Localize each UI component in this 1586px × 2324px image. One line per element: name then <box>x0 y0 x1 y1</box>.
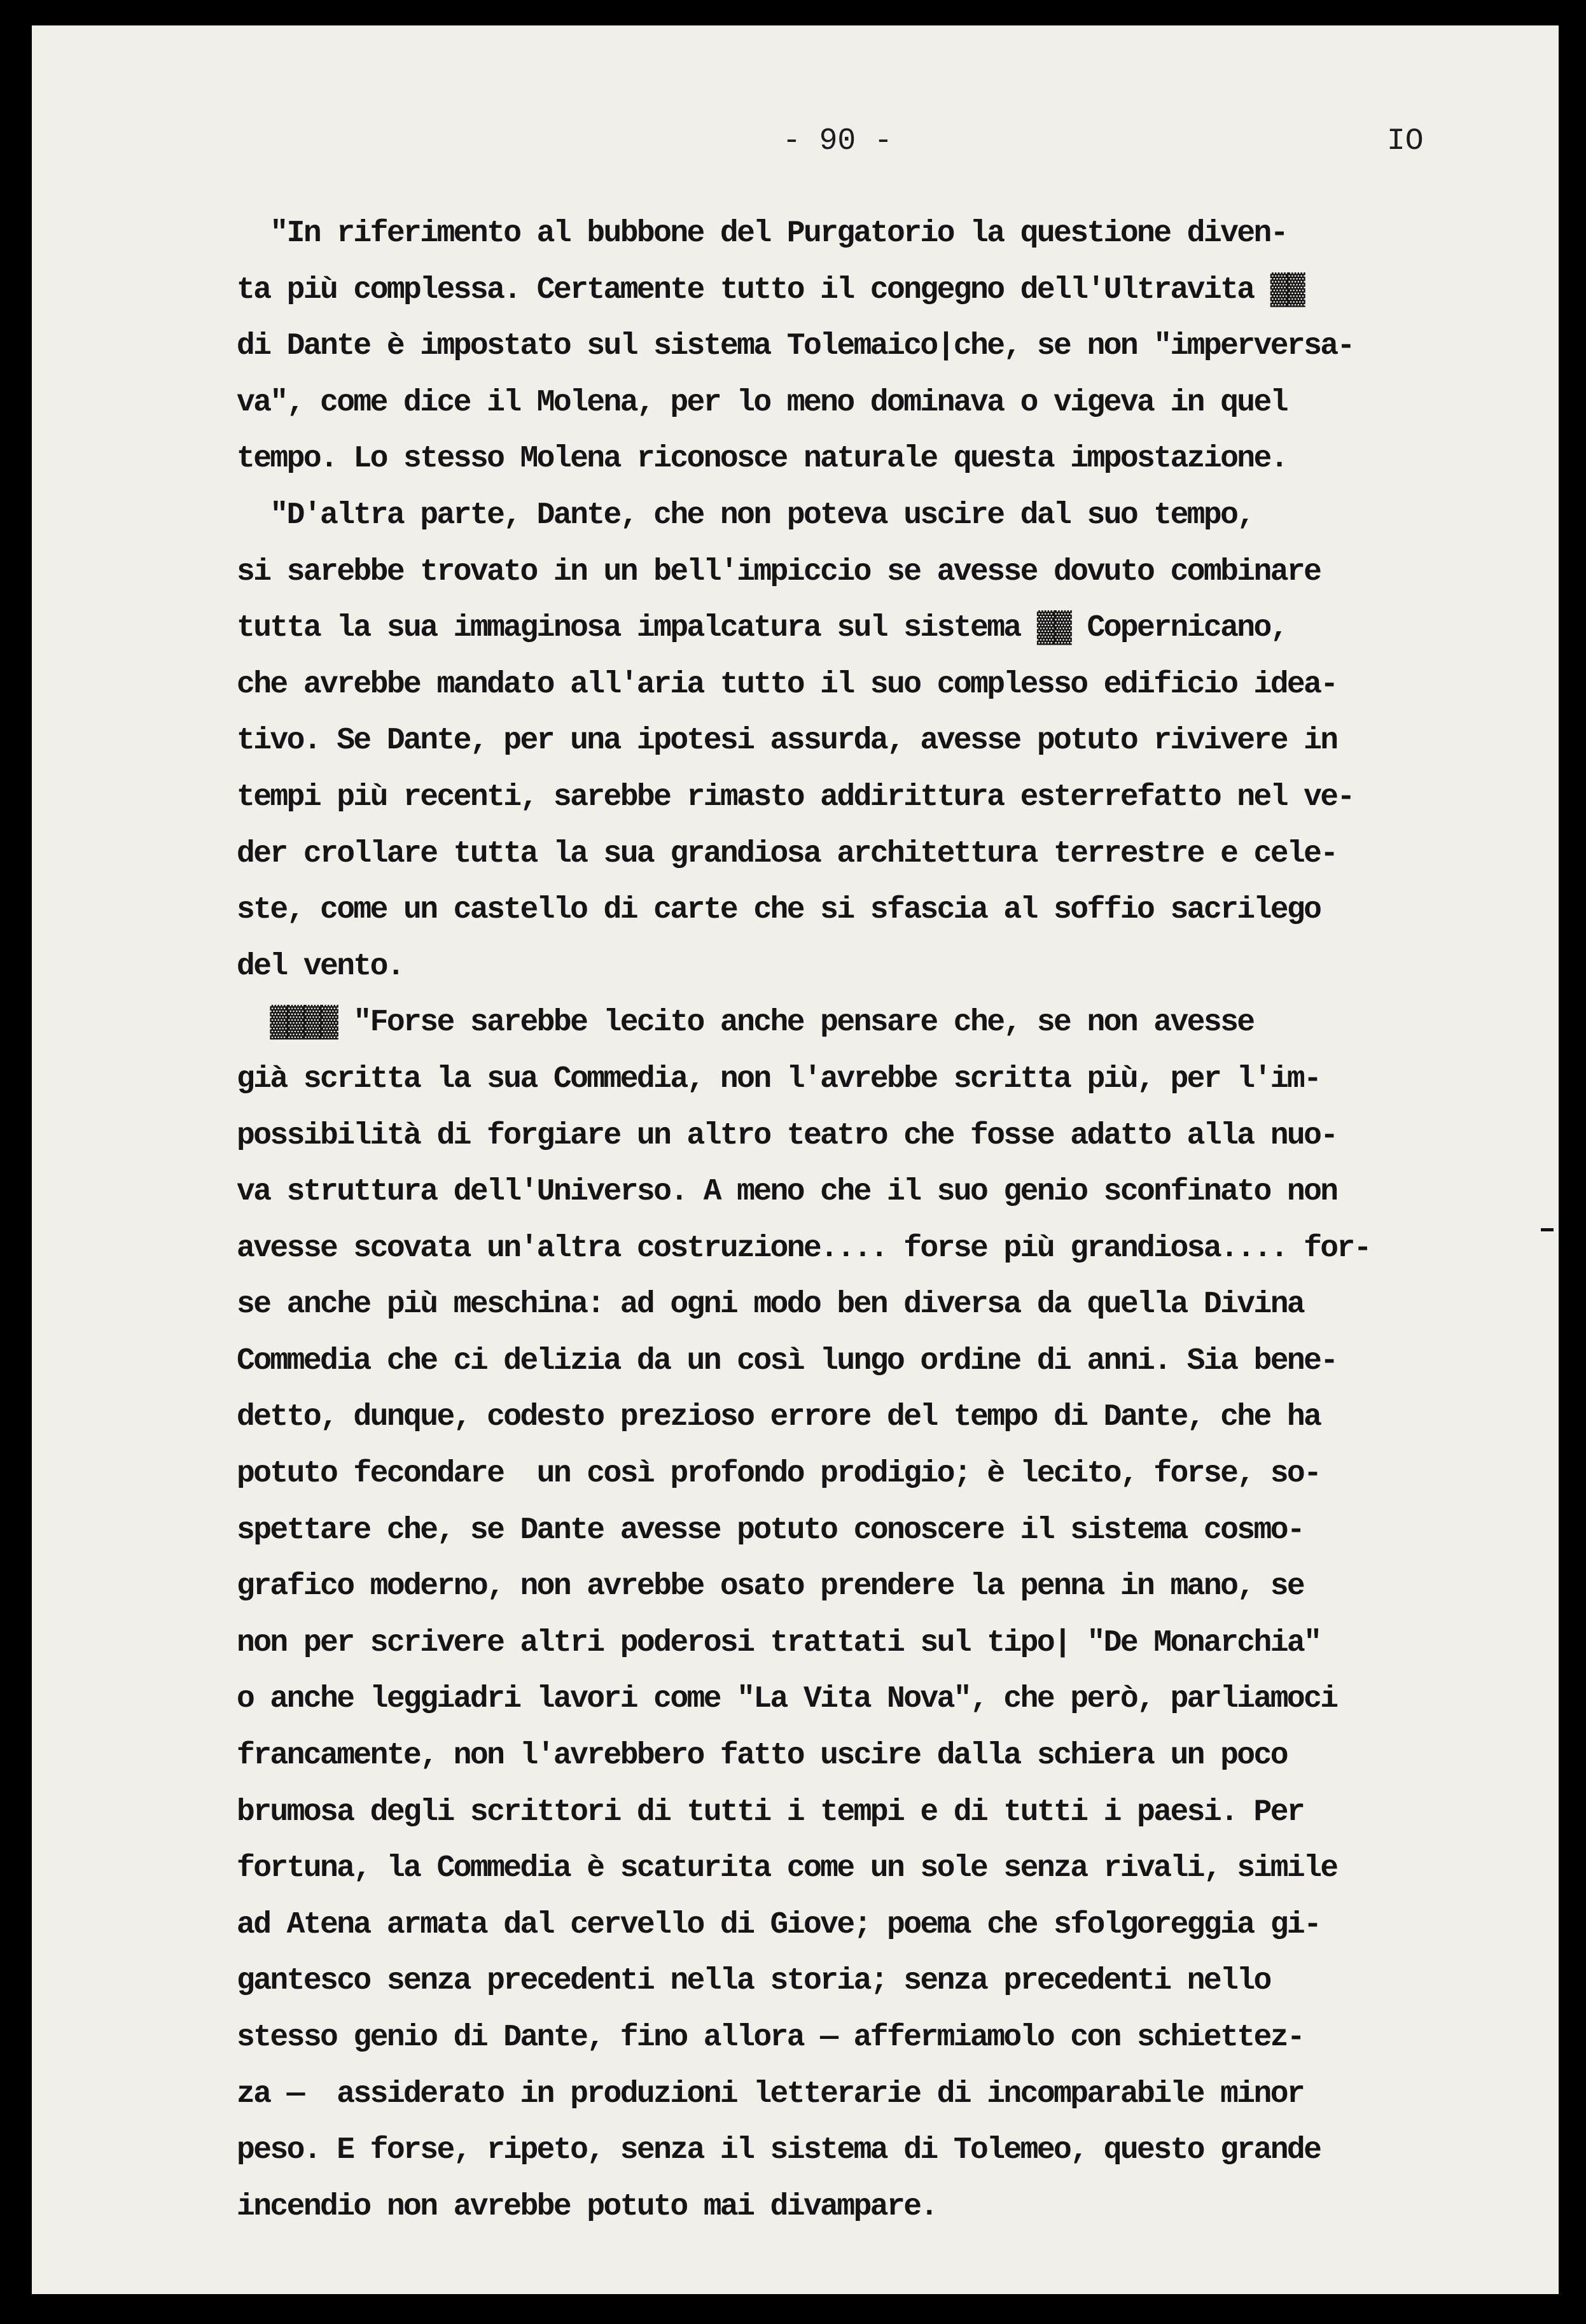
text-line: possibilità di forgiare un altro teatro che fosse adatto alla nuo- <box>237 1118 1337 1153</box>
margin-tick-mark <box>1541 1228 1554 1231</box>
text-line: grafico moderno, non avrebbe osato prendere la penna in mano, se <box>237 1569 1304 1604</box>
text-line: se anche più meschina: ad ogni modo ben diversa da quella Divina <box>237 1287 1304 1322</box>
text-line: va struttura dell'Universo. A meno che il suo genio sconfinato non <box>237 1175 1337 1210</box>
text-line: o anche leggiadri lavori come "La Vita Nova", che però, parliamoci <box>237 1682 1337 1717</box>
text-line: ste, come un castello di carte che si sfascia al soffio sacrilego <box>237 893 1321 928</box>
text-line: gantesco senza precedenti nella storia; senza precedenti nello <box>237 1964 1270 1999</box>
text-line: potuto fecondare un così profondo prodigio; è lecito, forse, so- <box>237 1457 1321 1492</box>
text-line: peso. E forse, ripeto, senza il sistema di Tolemeo, questo grande <box>237 2133 1321 2168</box>
text-line: Commedia che ci delizia da un così lungo ordine di anni. Sia bene- <box>237 1343 1337 1378</box>
text-line: francamente, non l'avrebbero fatto uscire dalla schiera un poco <box>237 1739 1287 1774</box>
text-line: tempi più recenti, sarebbe rimasto addirittura esterrefatto nel ve- <box>237 780 1354 815</box>
text-line: "D'altra parte, Dante, che non poteva uscire dal suo tempo, <box>237 498 1254 533</box>
text-line: ad Atena armata dal cervello di Giove; poema che sfolgoreggia gi- <box>237 1907 1321 1942</box>
text-line: tivo. Se Dante, per una ipotesi assurda, avesse potuto rivivere in <box>237 724 1337 759</box>
text-line: incendio non avrebbe potuto mai divampare. <box>237 2189 937 2224</box>
text-line: detto, dunque, codesto prezioso errore del tempo di Dante, che ha <box>237 1400 1321 1435</box>
text-line: tutta la sua immaginosa impalcatura sul sistema ▓▓ Copernicano, <box>237 611 1287 646</box>
text-line: avesse scovata un'altra costruzione.... forse più grandiosa.... for- <box>237 1231 1370 1266</box>
text-line: di Dante è impostato sul sistema Tolemaico|che, se non "imperversa- <box>237 329 1354 364</box>
sheet-number: IO <box>1387 124 1424 158</box>
typewritten-page <box>32 25 1559 2294</box>
text-line: si sarebbe trovato in un bell'impiccio se avesse dovuto combinare <box>237 554 1321 589</box>
text-line: spettare che, se Dante avesse potuto conoscere il sistema cosmo- <box>237 1513 1304 1548</box>
text-line: der crollare tutta la sua grandiosa architettura terrestre e cele- <box>237 836 1337 871</box>
text-line: stesso genio di Dante, fino allora — affermiamolo con schiettez- <box>237 2020 1304 2055</box>
text-line: va", come dice il Molena, per lo meno dominava o vigeva in quel <box>237 385 1287 420</box>
text-line: del vento. <box>237 949 404 984</box>
text-line: brumosa degli scrittori di tutti i tempi e di tutti i paesi. Per <box>237 1795 1304 1830</box>
text-line: tempo. Lo stesso Molena riconosce naturale questa impostazione. <box>237 442 1287 477</box>
text-line: fortuna, la Commedia è scaturita come un sole senza rivali, simile <box>237 1851 1337 1886</box>
text-line: che avrebbe mandato all'aria tutto il suo complesso edificio idea- <box>237 667 1337 702</box>
text-line: ▓▓▓▓ "Forse sarebbe lecito anche pensare che, se non avesse <box>237 1005 1254 1040</box>
page-number: - 90 - <box>783 124 893 158</box>
page-header <box>32 124 1559 169</box>
text-line: già scritta la sua Commedia, non l'avrebbe scritta più, per l'im- <box>237 1061 1321 1096</box>
text-line: "In riferimento al bubbone del Purgatorio la questione diven- <box>237 216 1287 251</box>
text-line: ta più complessa. Certamente tutto il congegno dell'Ultravita ▓▓ <box>237 272 1304 307</box>
body-text <box>237 206 1559 2235</box>
text-line: za — assiderato in produzioni letterarie di incomparabile minor <box>237 2076 1304 2111</box>
text-line: non per scrivere altri poderosi trattati sul tipo| "De Monarchia" <box>237 1625 1321 1660</box>
